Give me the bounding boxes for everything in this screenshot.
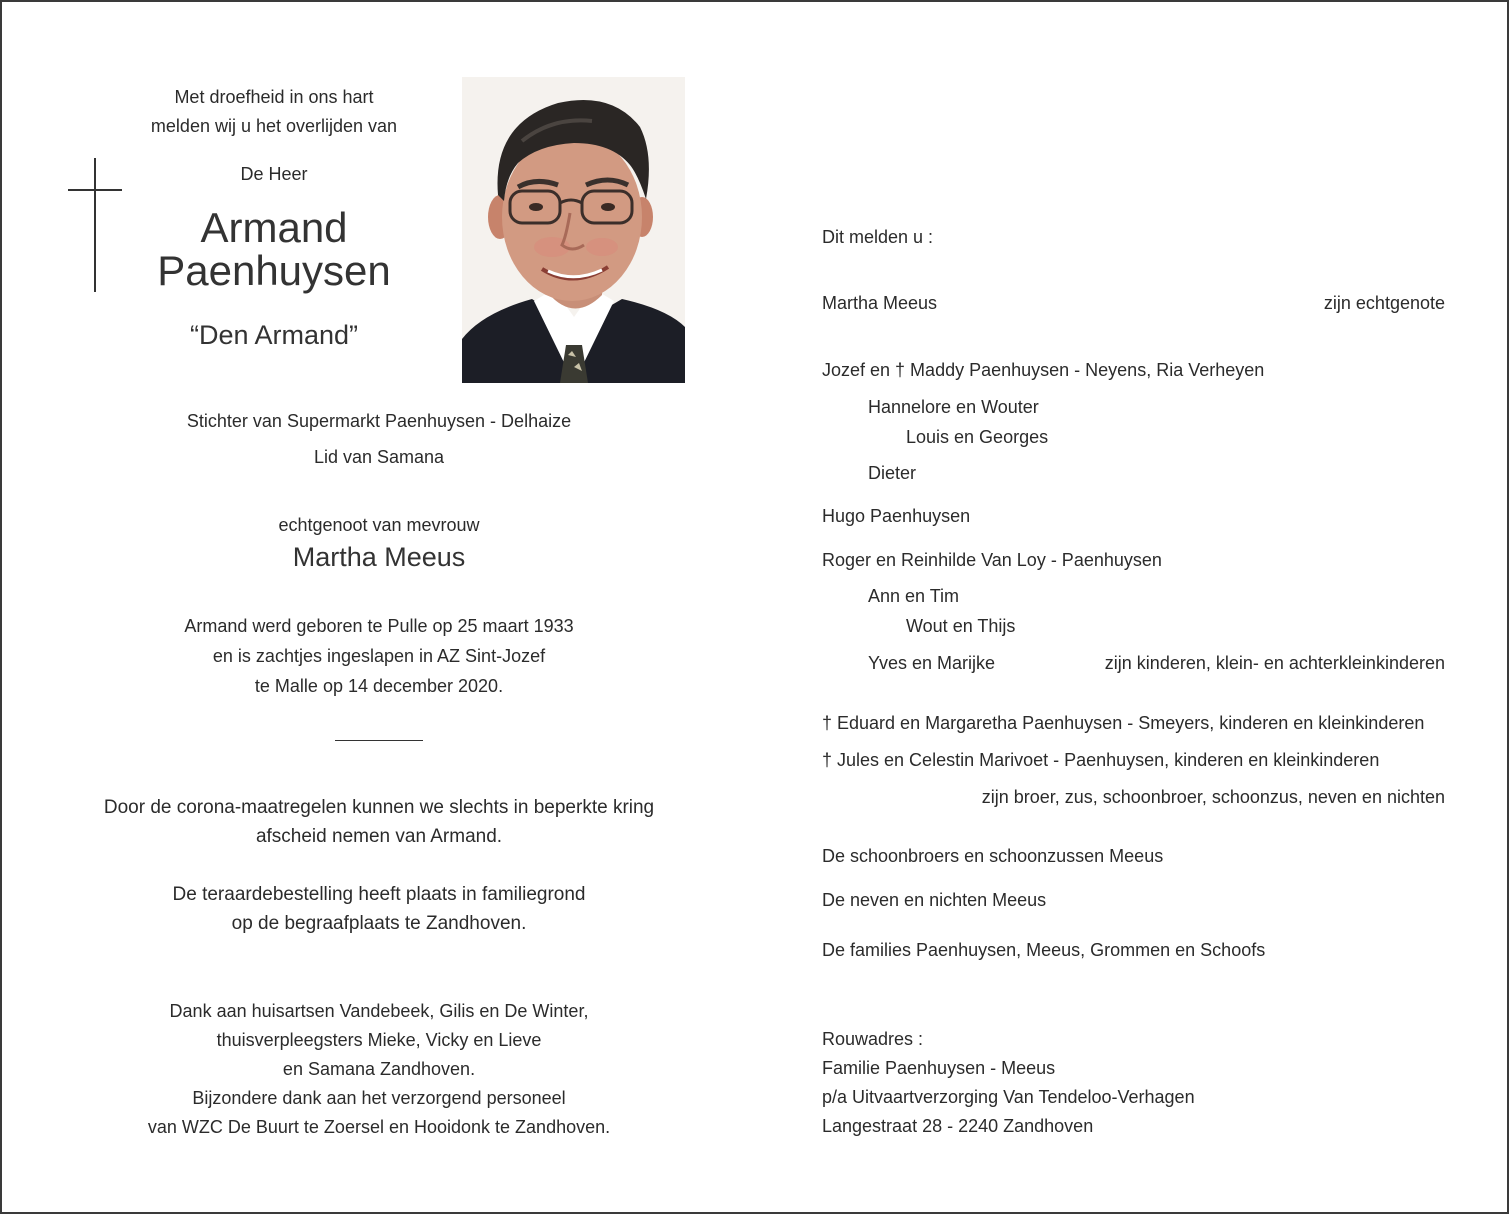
- thanks-line-3: en Samana Zandhoven.: [282, 1059, 476, 1079]
- sibling-jules: † Jules en Celestin Marivoet - Paenhuysen, kinderen en kleinkinderen: [822, 750, 1380, 770]
- siblings-relation: zijn broer, zus, schoonbroer, schoonzus, neven en nichten: [981, 787, 1445, 807]
- family-roger: Roger en Reinhilde Van Loy - Paenhuysen: [822, 550, 1162, 570]
- life-line-2: en is zachtjes ingeslapen in AZ Sint-Jozef: [212, 646, 546, 666]
- announce-heading: Dit melden u :: [822, 227, 934, 247]
- others-line-1: De schoonbroers en schoonzussen Meeus: [822, 846, 1164, 866]
- burial-line-2: op de begraafplaats te Zandhoven.: [231, 913, 527, 934]
- family-ann: Ann en Tim: [868, 586, 960, 606]
- deceased-portrait: [462, 77, 685, 383]
- family-wout: Wout en Thijs: [906, 616, 1016, 636]
- widow-name: Martha Meeus: [822, 293, 938, 313]
- others-line-3: De families Paenhuysen, Meeus, Grommen en Schoofs: [822, 940, 1266, 960]
- others-line-2: De neven en nichten Meeus: [822, 890, 1047, 910]
- last-name: Paenhuysen: [157, 247, 391, 294]
- life-line-3: te Malle op 14 december 2020.: [254, 676, 504, 696]
- address-line-4: Langestraat 28 - 2240 Zandhoven: [822, 1116, 1094, 1136]
- widow-relation: zijn echtgenote: [1323, 293, 1445, 313]
- honorific: De Heer: [240, 164, 308, 184]
- divider-line: [335, 740, 423, 741]
- corona-line-2: afscheid nemen van Armand.: [255, 826, 503, 847]
- cross-icon: [94, 158, 96, 292]
- cross-icon-bar: [68, 189, 122, 191]
- thanks-line-2: thuisverpleegsters Mieke, Vicky en Lieve: [216, 1030, 542, 1050]
- first-name: Armand: [200, 204, 348, 251]
- intro-line-2: melden wij u het overlijden van: [150, 116, 398, 136]
- address-line-3: p/a Uitvaartverzorging Van Tendeloo-Verhagen: [822, 1087, 1195, 1107]
- corona-line-1: Door de corona-maatregelen kunnen we slechts in beperkte kring: [103, 797, 655, 818]
- role-line-2: Lid van Samana: [313, 447, 445, 467]
- spouse-name: Martha Meeus: [292, 542, 466, 572]
- children-relation: zijn kinderen, klein- en achterkleinkinderen: [1104, 653, 1445, 673]
- intro-line-1: Met droefheid in ons hart: [174, 87, 374, 107]
- family-dieter: Dieter: [868, 463, 917, 483]
- thanks-line-1: Dank aan huisartsen Vandebeek, Gilis en De Winter,: [169, 1001, 589, 1021]
- spouse-intro: echtgenoot van mevrouw: [278, 515, 480, 535]
- nickname: “Den Armand”: [189, 320, 359, 350]
- burial-line-1: De teraardebestelling heeft plaats in familiegrond: [172, 884, 586, 905]
- family-louis: Louis en Georges: [906, 427, 1049, 447]
- address-line-2: Familie Paenhuysen - Meeus: [822, 1058, 1056, 1078]
- thanks-line-5: van WZC De Buurt te Zoersel en Hooidonk te Zandhoven.: [147, 1117, 611, 1137]
- thanks-line-4: Bijzondere dank aan het verzorgend personeel: [192, 1088, 566, 1108]
- family-jozef: Jozef en † Maddy Paenhuysen - Neyens, Ria Verheyen: [822, 360, 1265, 380]
- address-line-1: Rouwadres :: [822, 1029, 924, 1049]
- family-hugo: Hugo Paenhuysen: [822, 506, 971, 526]
- life-line-1: Armand werd geboren te Pulle op 25 maart 1933: [184, 616, 574, 636]
- family-yves: Yves en Marijke: [868, 653, 996, 673]
- family-hannelore: Hannelore en Wouter: [868, 397, 1039, 417]
- sibling-eduard: † Eduard en Margaretha Paenhuysen - Smeyers, kinderen en kleinkinderen: [822, 713, 1425, 733]
- role-line-1: Stichter van Supermarkt Paenhuysen - Delhaize: [186, 411, 572, 431]
